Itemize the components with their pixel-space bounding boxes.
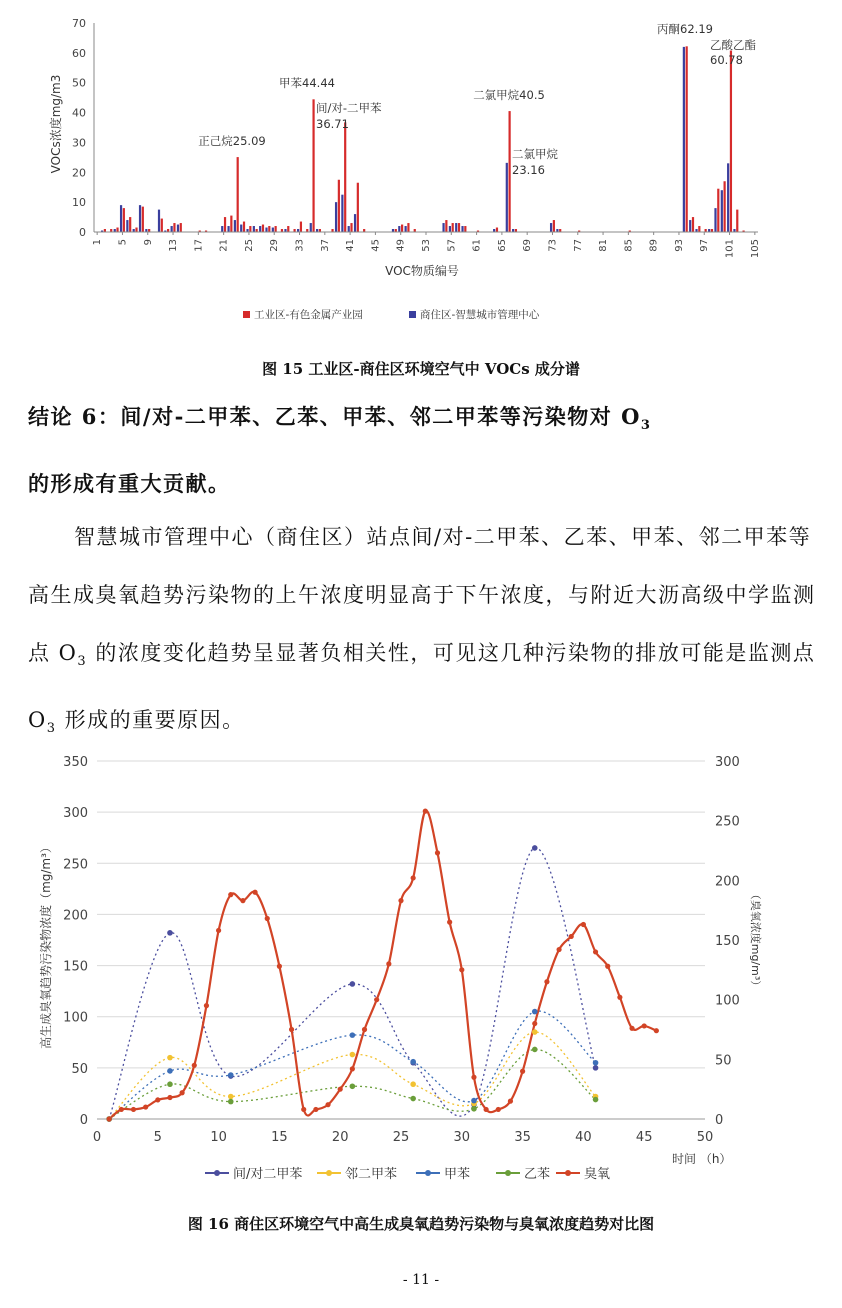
data-point — [228, 1094, 234, 1100]
data-point — [544, 979, 549, 984]
y-tick-label: 150 — [63, 959, 88, 975]
x-tick-label: 89 — [648, 239, 660, 252]
bar-industrial — [496, 228, 498, 232]
bar-industrial — [553, 220, 555, 232]
x-tick-label: 57 — [446, 239, 458, 252]
data-point — [119, 1107, 124, 1112]
bar-annotation: 间/对-二甲苯 — [316, 101, 382, 115]
data-point — [252, 890, 257, 895]
data-point — [180, 1090, 185, 1095]
bar-industrial — [287, 226, 289, 232]
data-point — [593, 1060, 599, 1066]
data-point — [350, 1083, 356, 1089]
figure-15-caption: 图 15 工业区-商住区环境空气中 VOCs 成分谱 — [262, 360, 580, 378]
bar-annotation: 丙酮62.19 — [657, 22, 713, 36]
data-point — [216, 928, 221, 933]
data-point — [167, 1055, 173, 1061]
y2-tick-label: 150 — [715, 934, 740, 949]
bar-residential — [354, 214, 356, 232]
legend-swatch-residential — [409, 311, 416, 318]
x-tick-label: 45 — [370, 239, 382, 252]
data-point — [411, 875, 416, 880]
y-tick-label: 60 — [72, 46, 86, 60]
legend-label-industrial: 工业区-有色金属产业园 — [254, 309, 363, 321]
bar-residential — [348, 226, 350, 232]
bar-residential — [120, 205, 122, 232]
y-tick-label: 20 — [72, 166, 86, 180]
conclusion-text-1: 结论 6：间/对-二甲苯、乙苯、甲苯、邻二甲苯等污染物对 O — [28, 404, 641, 429]
bar-industrial — [129, 217, 131, 232]
data-point — [228, 1072, 234, 1078]
data-point — [167, 930, 173, 936]
bar-annotation: 二氯甲烷 — [512, 147, 558, 161]
x-tick-label: 101 — [724, 239, 736, 259]
bar-industrial — [116, 228, 118, 232]
body-paragraph — [28, 508, 818, 758]
bar-industrial — [458, 223, 460, 232]
bar-annotation: 甲苯44.44 — [279, 76, 335, 90]
y-tick-label: 250 — [63, 857, 88, 873]
data-point — [520, 1069, 525, 1074]
bar-industrial — [445, 220, 447, 232]
data-point — [654, 1028, 659, 1033]
x-tick-label: 85 — [623, 239, 635, 252]
x-tick-label: 97 — [699, 239, 711, 252]
bar-industrial — [275, 226, 277, 232]
x-tick-label: 15 — [271, 1130, 288, 1145]
x-tick-label: 25 — [392, 1130, 410, 1145]
x-tick-label: 20 — [331, 1130, 349, 1145]
y-tick-label: 70 — [72, 17, 86, 30]
data-point — [143, 1104, 148, 1109]
y2-tick-label: 200 — [715, 874, 740, 890]
bar-industrial — [357, 183, 359, 232]
y-tick-label: 0 — [79, 226, 86, 239]
data-point — [496, 1107, 501, 1112]
bar-residential — [506, 163, 508, 232]
y-tick-label: 50 — [72, 76, 86, 90]
data-point — [313, 1107, 318, 1112]
bar-industrial — [407, 223, 409, 232]
series-line-邻二甲苯 — [109, 1032, 595, 1119]
data-point — [532, 1047, 538, 1053]
figure-16-line-chart — [0, 745, 842, 1195]
x-tick-label: 21 — [218, 239, 230, 252]
bar-residential — [265, 228, 267, 232]
bar-residential — [310, 223, 312, 232]
fig16-ylabel: 高生成臭氧趋势污染物浓度（mg/m³） — [39, 841, 53, 1049]
y2-tick-label: 100 — [715, 993, 740, 1009]
x-tick-label: 37 — [319, 239, 331, 252]
data-point — [167, 1081, 173, 1087]
data-point — [423, 809, 428, 814]
x-tick-label: 105 — [749, 239, 761, 259]
data-point — [240, 898, 245, 903]
bar-residential — [398, 226, 400, 232]
bar-residential — [177, 225, 179, 232]
bar-residential — [126, 220, 128, 232]
conclusion-text-2: 的形成有重大贡献。 — [28, 471, 231, 497]
data-point — [556, 947, 561, 952]
bar-residential — [461, 226, 463, 232]
bar-annotation: 正己烷25.09 — [198, 134, 266, 148]
data-point — [228, 1099, 234, 1105]
figure-15-bar-chart — [0, 0, 842, 340]
data-point — [204, 1003, 209, 1008]
x-tick-label: 40 — [575, 1130, 592, 1145]
x-tick-label: 29 — [269, 239, 281, 252]
bar-annotation: 23.16 — [512, 163, 545, 177]
y2-tick-label: 300 — [715, 755, 740, 770]
bar-industrial — [173, 223, 175, 232]
x-tick-label: 41 — [345, 239, 357, 252]
bar-industrial — [736, 210, 738, 232]
x-tick-label: 1 — [92, 239, 104, 246]
y2-tick-label: 250 — [715, 814, 740, 830]
data-point — [107, 1116, 112, 1121]
legend-marker — [326, 1170, 332, 1176]
data-point — [410, 1096, 416, 1102]
bar-industrial — [123, 208, 125, 232]
data-point — [471, 1106, 477, 1112]
x-tick-label: 93 — [673, 239, 685, 252]
para-text-2: 的浓度变化趋势呈显著负相关性，可见这几种污染物的排放可能是监测点 O — [28, 641, 816, 733]
legend-label: 邻二甲苯 — [345, 1167, 398, 1182]
bar-residential — [689, 220, 691, 232]
fig15-xlabel: VOC物质编号 — [385, 264, 459, 278]
data-point — [301, 1107, 306, 1112]
bar-annotation: 60.78 — [710, 53, 743, 67]
x-tick-label: 33 — [294, 239, 306, 252]
y2-tick-label: 0 — [715, 1113, 724, 1128]
figure-16-caption: 图 16 商住区环境空气中高生成臭氧趋势污染物与臭氧浓度趋势对比图 — [187, 1215, 655, 1233]
x-tick-label: 45 — [635, 1130, 653, 1145]
data-point — [471, 1075, 476, 1080]
y-tick-label: 300 — [63, 806, 88, 822]
legend-label-residential: 商住区-智慧城市管理中心 — [420, 309, 540, 321]
data-point — [569, 934, 574, 939]
data-point — [350, 1032, 356, 1038]
data-point — [593, 949, 598, 954]
data-point — [155, 1097, 160, 1102]
bar-residential — [234, 220, 236, 232]
bar-residential — [259, 226, 261, 232]
y-tick-label: 100 — [63, 1010, 88, 1026]
x-tick-label: 10 — [210, 1130, 227, 1145]
legend-marker — [214, 1170, 220, 1176]
bar-industrial — [300, 222, 302, 232]
y-tick-label: 0 — [79, 1113, 88, 1128]
y-tick-label: 350 — [63, 755, 88, 770]
bar-residential — [171, 226, 173, 232]
data-point — [228, 892, 233, 897]
y-tick-label: 50 — [71, 1061, 88, 1077]
bar-industrial — [237, 157, 239, 232]
bar-industrial — [262, 225, 264, 232]
data-point — [362, 1027, 367, 1032]
legend-marker — [565, 1170, 571, 1176]
data-point — [593, 1065, 599, 1071]
bar-industrial — [338, 180, 340, 232]
x-tick-label: 53 — [421, 239, 432, 252]
fig16-y2label: （臭氧浓度mg/m³） — [749, 888, 762, 992]
bar-residential — [139, 205, 141, 232]
bar-industrial — [161, 219, 163, 232]
x-tick-label: 50 — [696, 1130, 714, 1145]
data-point — [617, 995, 622, 1000]
bar-residential — [683, 47, 685, 232]
bar-industrial — [464, 226, 466, 232]
bar-annotation: 二氯甲烷40.5 — [473, 88, 545, 102]
data-point — [410, 1081, 416, 1087]
x-tick-label: 17 — [193, 239, 205, 252]
data-point — [265, 916, 270, 921]
legend-label: 甲苯 — [444, 1167, 471, 1182]
data-point — [447, 920, 452, 925]
legend-label: 乙苯 — [524, 1167, 551, 1182]
conclusion-6 — [28, 388, 818, 513]
x-tick-label: 61 — [471, 239, 483, 252]
bar-residential — [158, 210, 160, 232]
data-point — [581, 922, 586, 927]
bar-industrial — [724, 181, 726, 232]
bar-residential — [341, 195, 343, 232]
bar-industrial — [452, 223, 454, 232]
data-point — [167, 1068, 173, 1074]
legend-label: 间/对二甲苯 — [233, 1167, 303, 1182]
x-tick-label: 5 — [153, 1130, 162, 1145]
bar-industrial — [249, 226, 251, 232]
x-tick-label: 35 — [514, 1130, 531, 1145]
para-text-3: 形成的重要原因。 — [56, 708, 245, 733]
data-point — [192, 1063, 197, 1068]
bar-industrial — [230, 216, 232, 232]
x-tick-label: 81 — [598, 239, 610, 252]
data-point — [532, 1029, 538, 1035]
y-tick-label: 30 — [72, 136, 86, 150]
bar-industrial — [698, 226, 700, 232]
bar-residential — [253, 226, 255, 232]
bar-industrial — [717, 189, 719, 232]
conclusion-sub: 3 — [640, 418, 652, 434]
x-tick-label: 9 — [142, 239, 154, 246]
bar-residential — [721, 190, 723, 232]
bar-industrial — [312, 99, 314, 232]
data-point — [593, 1097, 599, 1103]
bar-industrial — [509, 111, 511, 232]
data-point — [629, 1026, 634, 1031]
bar-residential — [550, 223, 552, 232]
y-tick-label: 200 — [63, 908, 88, 924]
x-tick-label: 30 — [453, 1130, 471, 1145]
bar-industrial — [692, 217, 694, 232]
bar-industrial — [268, 226, 270, 232]
bar-residential — [714, 208, 716, 232]
data-point — [386, 961, 391, 966]
data-point — [350, 1052, 356, 1058]
data-point — [325, 1102, 330, 1107]
x-tick-label: 25 — [243, 239, 255, 252]
data-point — [350, 981, 356, 987]
y-tick-label: 10 — [72, 196, 86, 210]
bar-residential — [442, 223, 444, 232]
data-point — [131, 1107, 136, 1112]
data-point — [532, 1021, 537, 1026]
data-point — [350, 1066, 355, 1071]
x-tick-label: 73 — [547, 239, 559, 252]
bar-residential — [727, 163, 729, 232]
bar-annotation: 乙酸乙酯 — [710, 38, 756, 52]
x-tick-label: 0 — [92, 1130, 102, 1145]
data-point — [471, 1098, 477, 1104]
para-text-1: 智慧城市管理中心（商住区）站点间/对-二甲苯、乙苯、甲苯、邻二甲苯等高生成臭氧趋势污染物的上午浓度明显高于下午浓度，与附近大沥高级中学监测点 O — [28, 525, 816, 665]
bar-residential — [449, 226, 451, 232]
data-point — [605, 964, 610, 969]
bar-residential — [221, 226, 223, 232]
page-number: - 11 - — [402, 1272, 440, 1288]
bar-industrial — [730, 51, 732, 232]
data-point — [167, 1095, 172, 1100]
bar-industrial — [135, 228, 137, 232]
data-point — [484, 1107, 489, 1112]
x-tick-label: 13 — [168, 239, 180, 252]
data-point — [508, 1099, 513, 1104]
bar-residential — [227, 226, 229, 232]
bar-industrial — [224, 217, 226, 232]
fig15-ylabel: VOCs浓度mg/m3 — [49, 74, 63, 174]
bar-industrial — [686, 46, 688, 232]
bar-industrial — [344, 122, 346, 232]
data-point — [374, 997, 379, 1002]
y-tick-label: 40 — [72, 106, 86, 120]
para-sub-2: 3 — [46, 721, 57, 737]
series-line-甲苯 — [109, 1011, 595, 1119]
data-point — [398, 898, 403, 903]
data-point — [435, 850, 440, 855]
data-point — [532, 1009, 538, 1015]
bar-residential — [455, 223, 457, 232]
bar-residential — [405, 226, 407, 232]
x-tick-label: 49 — [395, 239, 407, 252]
legend-label: 臭氧 — [584, 1167, 611, 1182]
data-point — [642, 1023, 647, 1028]
y2-tick-label: 50 — [715, 1053, 732, 1069]
bar-residential — [240, 225, 242, 232]
data-point — [459, 967, 464, 972]
bar-industrial — [401, 225, 403, 232]
fig16-xlabel: 时间 （h） — [672, 1152, 732, 1166]
bar-annotation: 36.71 — [316, 117, 349, 131]
legend-marker — [505, 1170, 511, 1176]
legend-swatch-industrial — [243, 311, 250, 318]
bar-industrial — [350, 223, 352, 232]
bar-industrial — [243, 222, 245, 232]
bar-residential — [272, 228, 274, 232]
para-sub-1: 3 — [77, 654, 88, 670]
bar-industrial — [142, 207, 144, 232]
x-tick-label: 5 — [117, 239, 129, 246]
bar-industrial — [180, 223, 182, 232]
data-point — [277, 964, 282, 969]
data-point — [532, 845, 538, 851]
data-point — [410, 1059, 416, 1065]
data-point — [338, 1087, 343, 1092]
x-tick-label: 65 — [496, 239, 508, 252]
legend-marker — [425, 1170, 431, 1176]
x-tick-label: 77 — [572, 239, 584, 252]
x-tick-label: 69 — [522, 239, 534, 252]
data-point — [289, 1027, 294, 1032]
bar-residential — [335, 202, 337, 232]
